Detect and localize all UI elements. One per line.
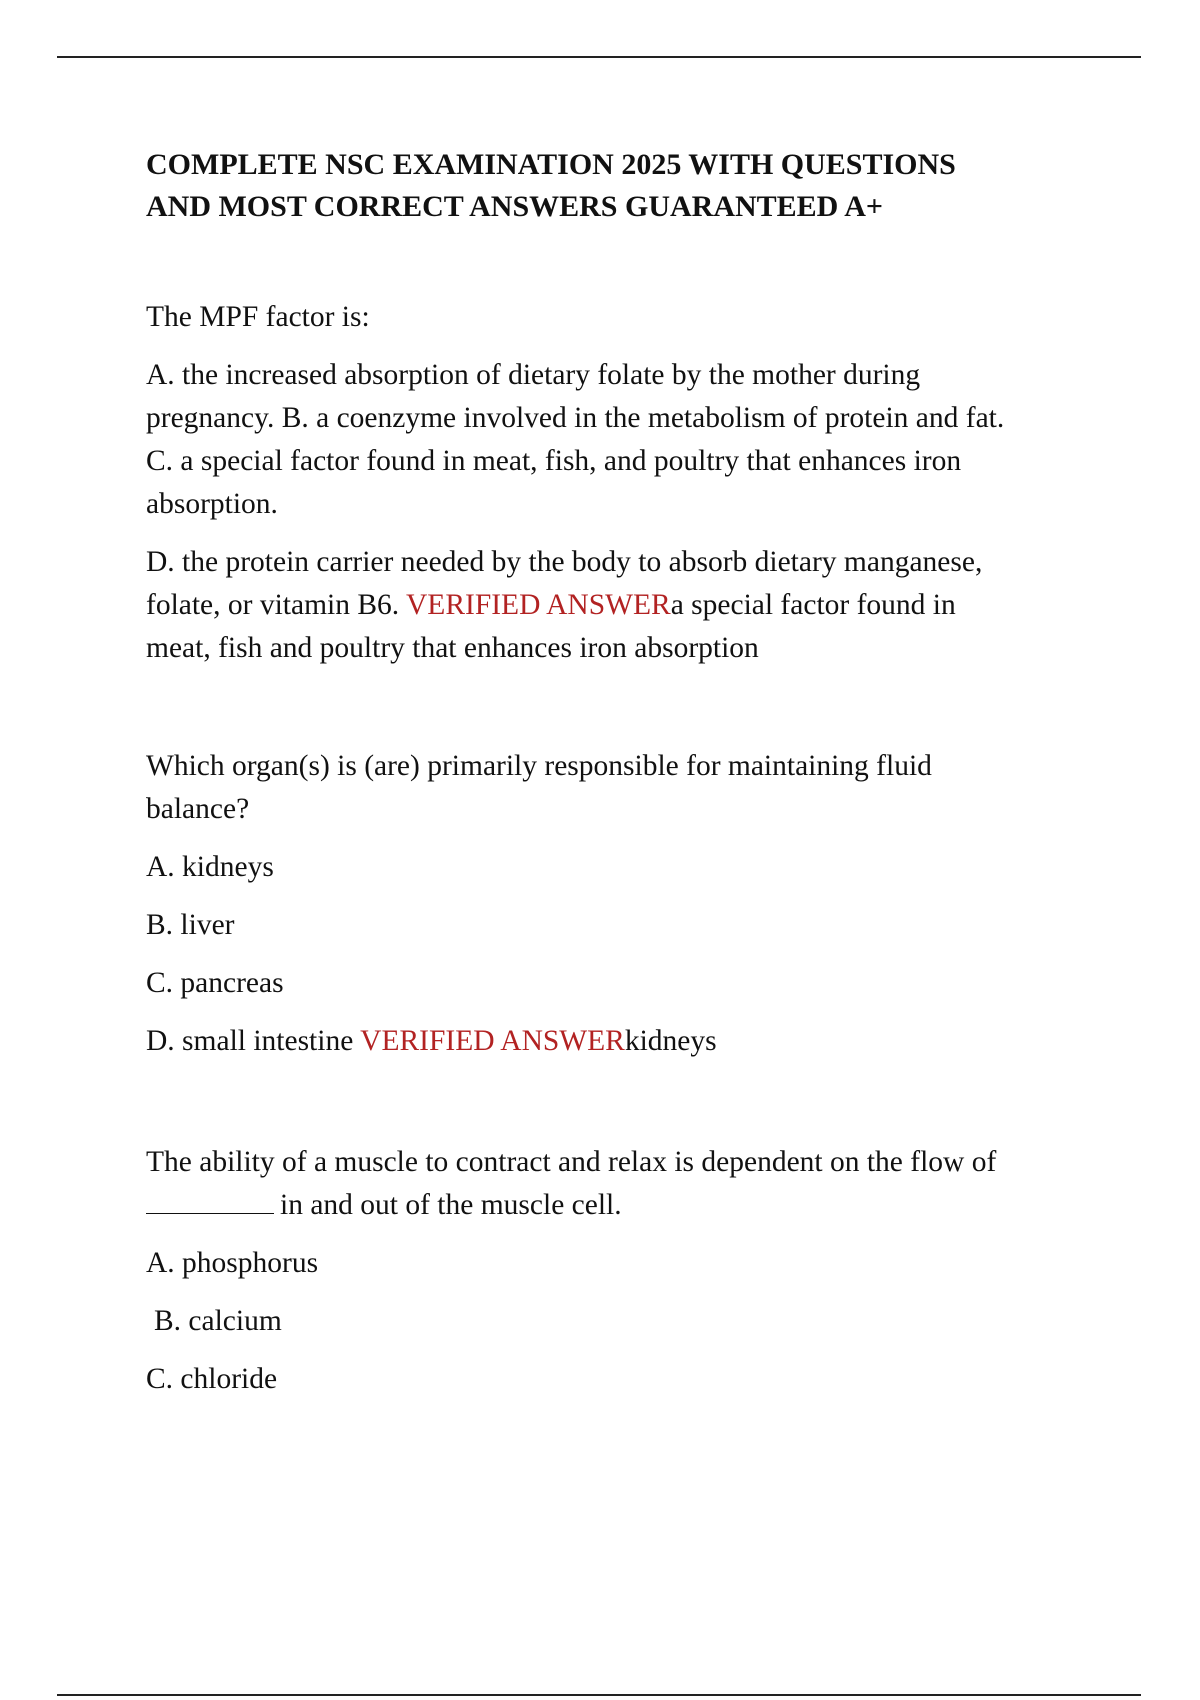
- question-1-options-line-1: A. the increased absorption of dietary folate by the mother during: [146, 359, 921, 391]
- verified-answer-label: VERIFIED ANSWER: [360, 1025, 625, 1057]
- fill-in-blank: [146, 1187, 274, 1214]
- question-1-stem: The MPF factor is:: [146, 301, 370, 333]
- question-2: [146, 745, 1106, 1063]
- question-3-option-a: A. phosphorus: [146, 1247, 319, 1279]
- question-2-answer: kidneys: [624, 1025, 717, 1057]
- question-2-option-c: C. pancreas: [146, 967, 284, 999]
- question-1-options-abc: [146, 354, 1106, 526]
- title-line-2: AND MOST CORRECT ANSWERS GUARANTEED A+: [146, 190, 883, 223]
- question-1-answer: a special factor found in: [670, 589, 956, 621]
- question-2-stem: [146, 745, 1106, 831]
- question-3: [146, 1141, 1106, 1401]
- question-2-option-b: B. liver: [146, 909, 235, 941]
- question-2-option-d-text: D. small intestine: [146, 1025, 361, 1057]
- question-2-option-a: A. kidneys: [146, 851, 274, 883]
- title-line-1: COMPLETE NSC EXAMINATION 2025 WITH QUESTIONS: [146, 148, 956, 181]
- question-1-option-d-line-2: [146, 584, 1106, 627]
- question-3-option-b: B. calcium: [154, 1305, 282, 1337]
- question-1-option-d: [146, 541, 1106, 670]
- question-3-stem-line-1: The ability of a muscle to contract and relax is dependent on the flow of: [146, 1146, 997, 1178]
- question-3-stem-rest: in and out of the muscle cell.: [280, 1189, 622, 1221]
- question-1-option-d-text: folate, or vitamin B6.: [146, 589, 406, 621]
- question-1-options-line-3: C. a special factor found in meat, fish, and poultry that enhances iron: [146, 445, 962, 477]
- question-2-stem-line-1: Which organ(s) is (are) primarily responsible for maintaining fluid: [146, 750, 932, 782]
- document-title: [146, 144, 1106, 228]
- question-1-options-line-2: pregnancy. B. a coenzyme involved in the metabolism of protein and fat.: [146, 402, 1005, 434]
- top-rule: [57, 56, 1141, 58]
- bottom-rule: [57, 1694, 1141, 1696]
- question-1: [146, 296, 1106, 670]
- verified-answer-label: VERIFIED ANSWER: [406, 589, 671, 621]
- question-2-stem-line-2: balance?: [146, 793, 250, 825]
- question-2-option-d: [146, 1020, 1106, 1063]
- question-3-option-c: C. chloride: [146, 1363, 278, 1395]
- document-body: [146, 144, 1106, 1401]
- question-3-stem-line-2: [146, 1184, 1106, 1227]
- question-1-answer-continued: meat, fish and poultry that enhances iron absorption: [146, 632, 759, 664]
- question-1-options-line-4: absorption.: [146, 488, 278, 520]
- question-3-stem: [146, 1141, 1106, 1227]
- question-1-option-d-line-1: D. the protein carrier needed by the body to absorb dietary manganese,: [146, 546, 983, 578]
